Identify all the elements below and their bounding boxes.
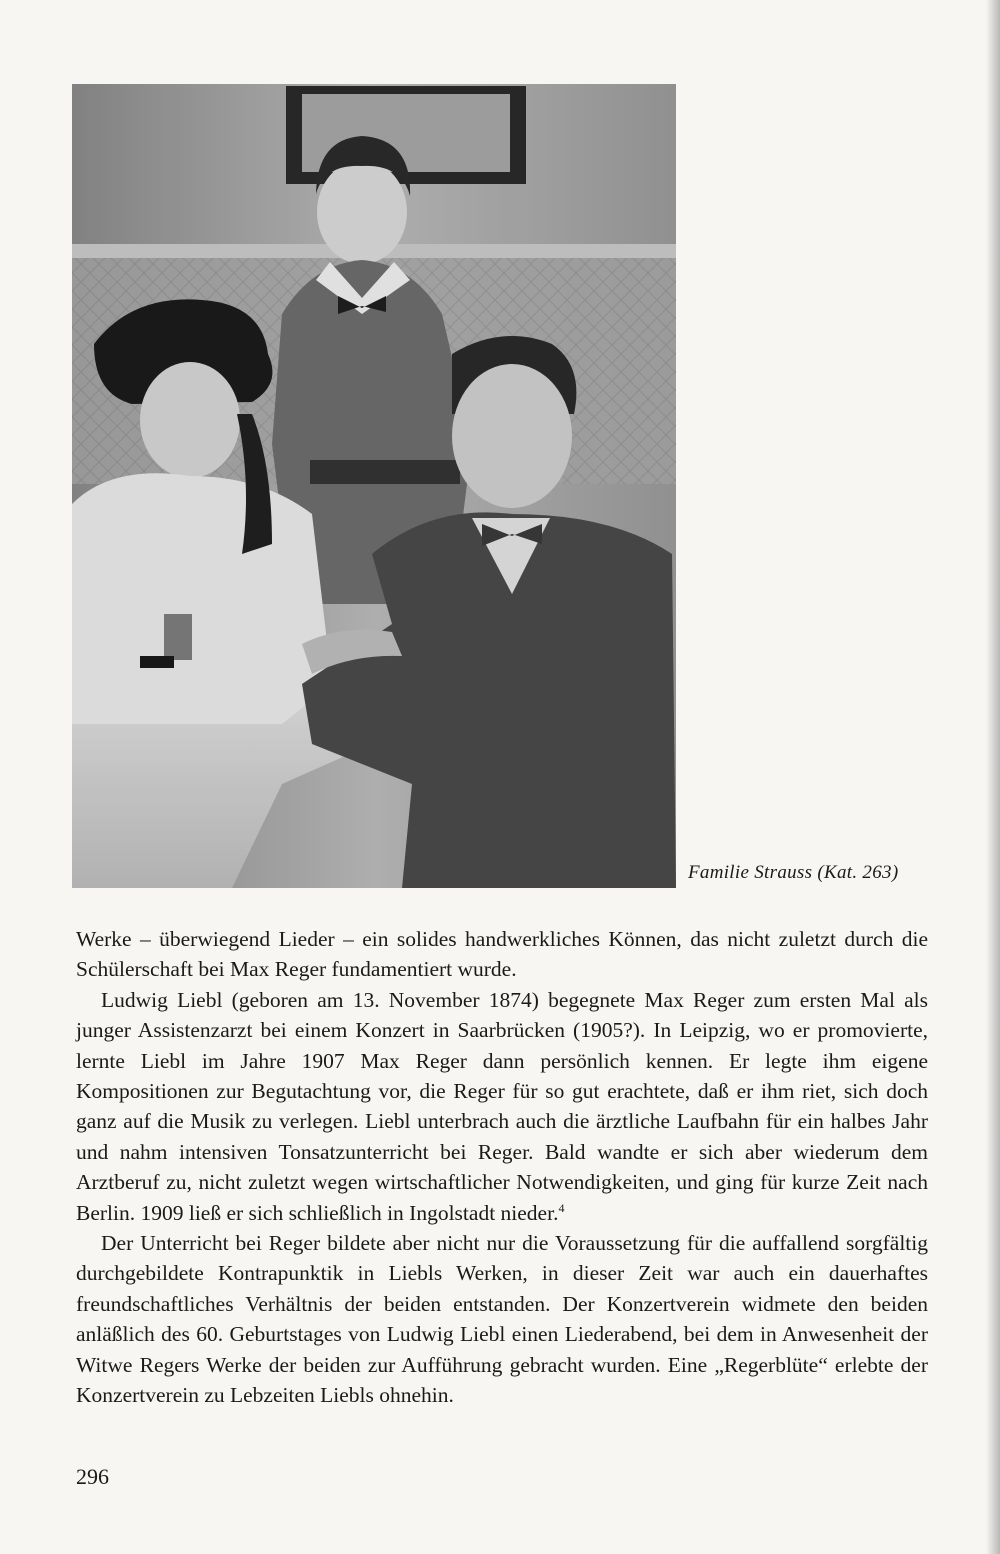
paragraph xyxy=(76,924,928,985)
paragraph xyxy=(76,985,928,1228)
paragraph-text: Ludwig Liebl (geboren am 13. November 1874) begegnete Max Reger zum ersten Mal als junger Assistenzarzt bei einem Konzert in Saarbrücken (1905?). In Leipzig, wo er promovierte, lernte Liebl im Jahre 1907 Max Reger dann persönlich kennen. Er legte ihm eigene Kompositionen zur Begutachtung vor, die Reger für so gut erachtete, daß er ihm riet, sich doch ganz auf die Musik zu verlegen. Liebl unterbrach auch die ärztliche Laufbahn für ein halbes Jahr und nahm intensiven Tonsatzunterricht bei Reger. Bald wandte er sich aber wiederum dem Arztberuf zu, nicht zuletzt wegen wirtschaftlicher Notwendigkeiten, und ging für kurze Zeit nach Berlin. 1909 ließ er sich schließlich in Ingolstadt nieder. xyxy=(76,987,928,1225)
family-photo-illustration xyxy=(72,84,676,888)
paragraph-text: Der Unterricht bei Reger bildete aber nicht nur die Voraussetzung für die auffallend sorgfältig durchgebildete Kontrapunktik in Liebls Werken, in dieser Zeit war auch ein dauerhaftes freundschaftliches Verhältnis der beiden entstanden. Der Konzertverein widmete den beiden anläßlich des 60. Geburtstages von Ludwig Liebl einen Liederabend, bei dem in Anwesenheit der Witwe Regers Werke der beiden zur Aufführung gebracht wurden. Eine „Regerblüte“ erlebte der Konzertverein zu Lebzeiten Liebls ohnehin. xyxy=(76,1231,928,1408)
paragraph xyxy=(76,1228,928,1410)
family-photo xyxy=(72,84,676,888)
footnote-marker[interactable]: 4 xyxy=(558,1200,565,1215)
page-edge-shadow xyxy=(986,0,1000,1554)
body-text xyxy=(76,924,928,1411)
paragraph-text: Werke – überwiegend Lieder – ein solides handwerkliches Können, das nicht zuletzt durch die Schülerschaft bei Max Reger fundamentiert wurde. xyxy=(76,927,928,982)
photo-caption: Familie Strauss (Kat. 263) xyxy=(688,862,899,883)
page-number: 296 xyxy=(76,1464,109,1489)
